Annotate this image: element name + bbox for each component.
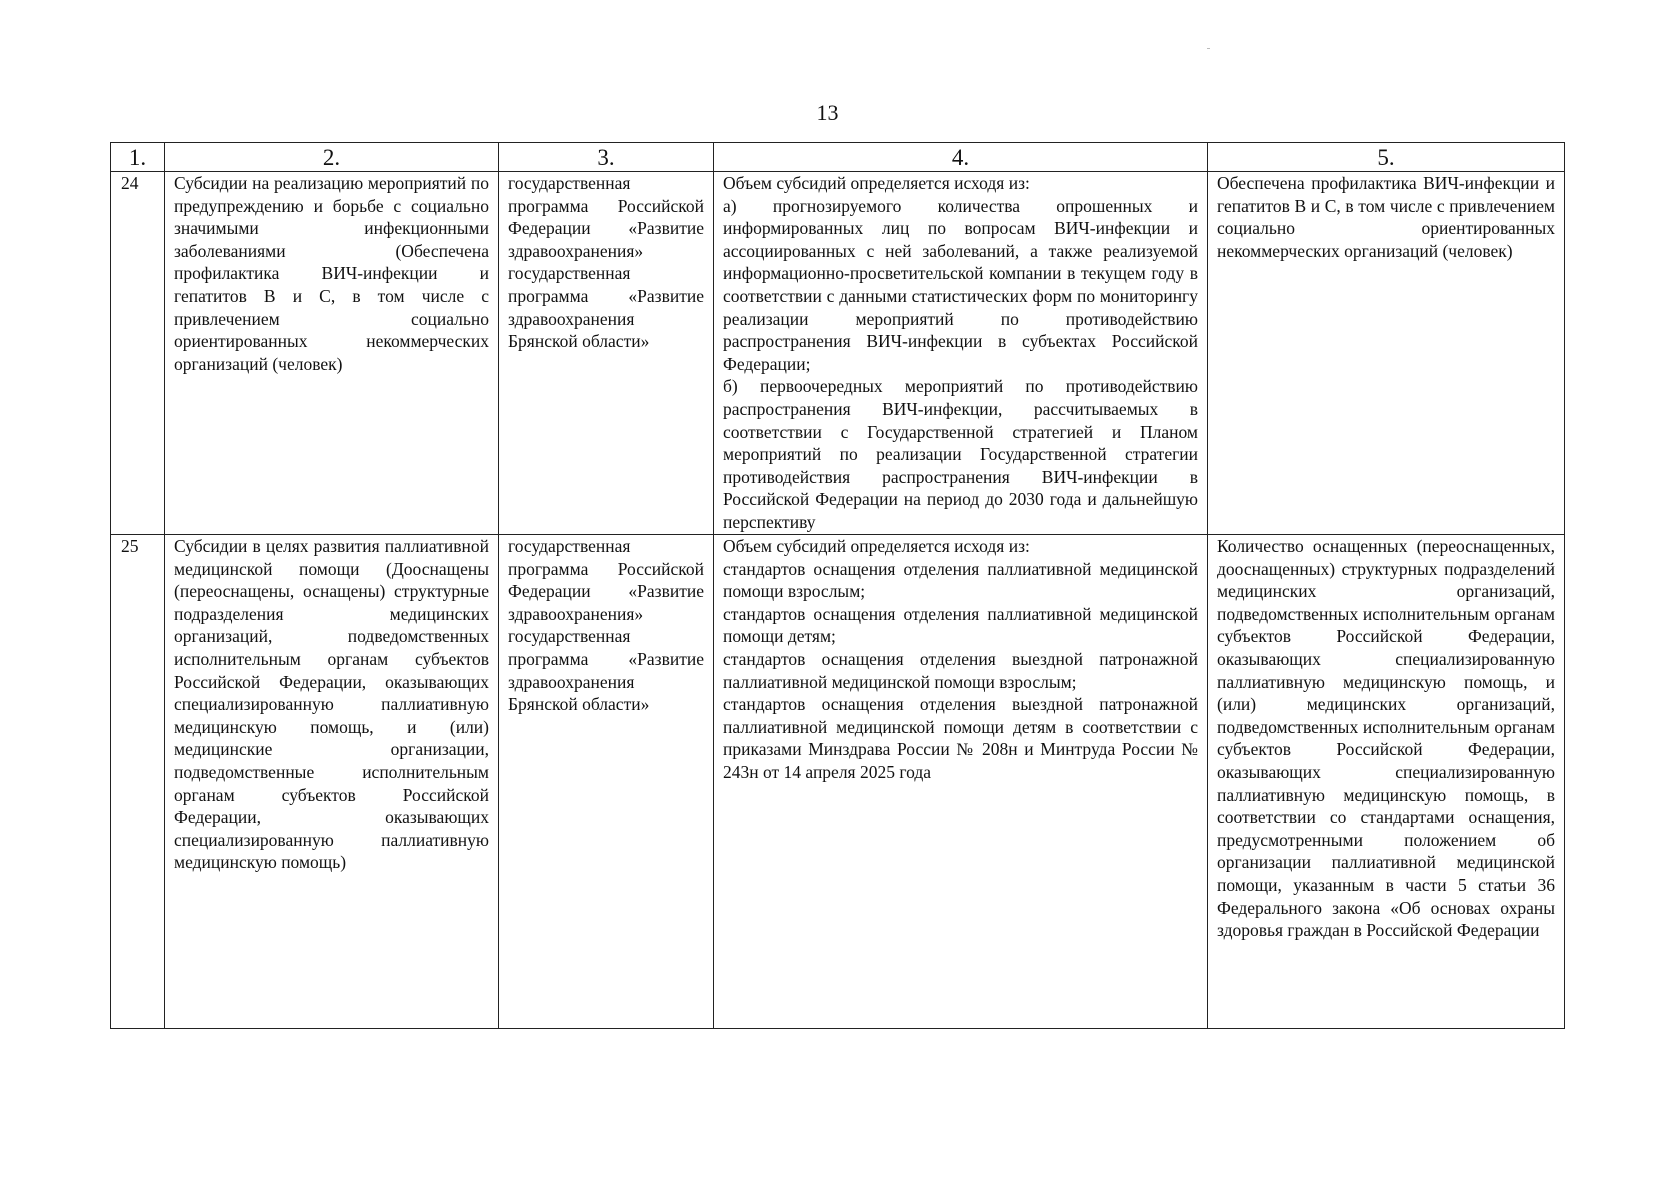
column-header-5: 5. [1208, 143, 1565, 172]
table-header-row [111, 143, 1565, 172]
page-number: 13 [816, 100, 839, 125]
calculation-paragraph: стандартов оснащения отделения выездной патронажной паллиативной медицинской помощи детям в соответствии с приказами Минздрава России № 208н и Минтруда России № 243н от 14 апреля 2025 года [723, 694, 1198, 782]
table-row [111, 535, 1565, 1029]
calculation-paragraph: Объем субсидий определяется исходя из: [723, 173, 1030, 193]
program-cell: государственная программа Российской Федерации «Развитие здравоохранения» государственная программа «Развитие здравоохранения Брянской области» [499, 535, 714, 1029]
column-header-2: 2. [165, 143, 499, 172]
calculation-paragraph: а) прогнозируемого количества опрошенных и информированных лиц по вопросам ВИЧ-инфекции и ассоциированных с ней заболеваний, а также реализуемой информационно-просветительской компании в текущем году в соответствии с данными статистических форм по мониторингу реализации мероприятий по противодействию распространения ВИЧ-инфекции в субъектах Российской Федерации; [723, 195, 1198, 374]
row-number: 24 [111, 172, 165, 535]
subsidy-table [110, 142, 1565, 1029]
column-header-3: 3. [499, 143, 714, 172]
program-cell: государственная программа Российской Федерации «Развитие здравоохранения» государственная программа «Развитие здравоохранения Брянской области» [499, 172, 714, 535]
scan-speck [1207, 48, 1210, 49]
column-header-4: 4. [714, 143, 1208, 172]
table-row [111, 172, 1565, 535]
column-header-1: 1. [111, 143, 165, 172]
calculation-basis-cell [714, 535, 1208, 1029]
calculation-paragraph: стандартов оснащения отделения паллиативной медицинской помощи взрослым; [723, 558, 1198, 602]
calculation-paragraph: стандартов оснащения отделения выездной патронажной паллиативной медицинской помощи взрослым; [723, 648, 1198, 692]
calculation-basis-cell [714, 172, 1208, 535]
result-indicator-cell: Обеспечена профилактика ВИЧ-инфекции и гепатитов В и С, в том числе с привлечением социально ориентированных некоммерческих организаций (человек) [1208, 172, 1565, 535]
calculation-paragraph: Объем субсидий определяется исходя из: [723, 536, 1030, 556]
calculation-paragraph: б) первоочередных мероприятий по противодействию распространения ВИЧ-инфекции, рассчитываемых в соответствии с Государственной стратегией и Планом мероприятий по реализации Государственной стратегии противодействия распространения ВИЧ-инфекции в Российской Федерации на период до 2030 года и дальнейшую перспективу [723, 376, 1198, 532]
subsidy-name-cell: Субсидии на реализацию мероприятий по предупреждению и борьбе с социально значимыми инфекционными заболеваниями (Обеспечена профилактика ВИЧ-инфекции и гепатитов В и С, в том числе с привлечением социально ориентированных некоммерческих организаций (человек) [165, 172, 499, 535]
subsidy-name-cell: Субсидии в целях развития паллиативной медицинской помощи (Дооснащены (переоснащены, оснащены) структурные подразделения медицинских организаций, подведомственных исполнительным органам субъектов Российской Федерации, оказывающих специализированную паллиативную медицинскую помощь, и (или) медицинские организации, подведомственные исполнительным органам субъектов Российской Федерации, оказывающих специализированную паллиативную медицинскую помощь) [165, 535, 499, 1029]
row-number: 25 [111, 535, 165, 1029]
calculation-paragraph: стандартов оснащения отделения паллиативной медицинской помощи детям; [723, 603, 1198, 647]
result-indicator-cell: Количество оснащенных (переоснащенных, дооснащенных) структурных подразделений медицинских организаций, подведомственных исполнительным органам субъектов Российской Федерации, оказывающих специализированную паллиативную медицинскую помощь, и (или) медицинских организаций, подведомственных исполнительным органам субъектов Российской Федерации, оказывающих специализированную паллиативную медицинскую помощь, в соответствии со стандартами оснащения, предусмотренными положением об организации паллиативной медицинской помощи, указанным в части 5 статьи 36 Федерального закона «Об основах охраны здоровья граждан в Российской Федерации [1208, 535, 1565, 1029]
